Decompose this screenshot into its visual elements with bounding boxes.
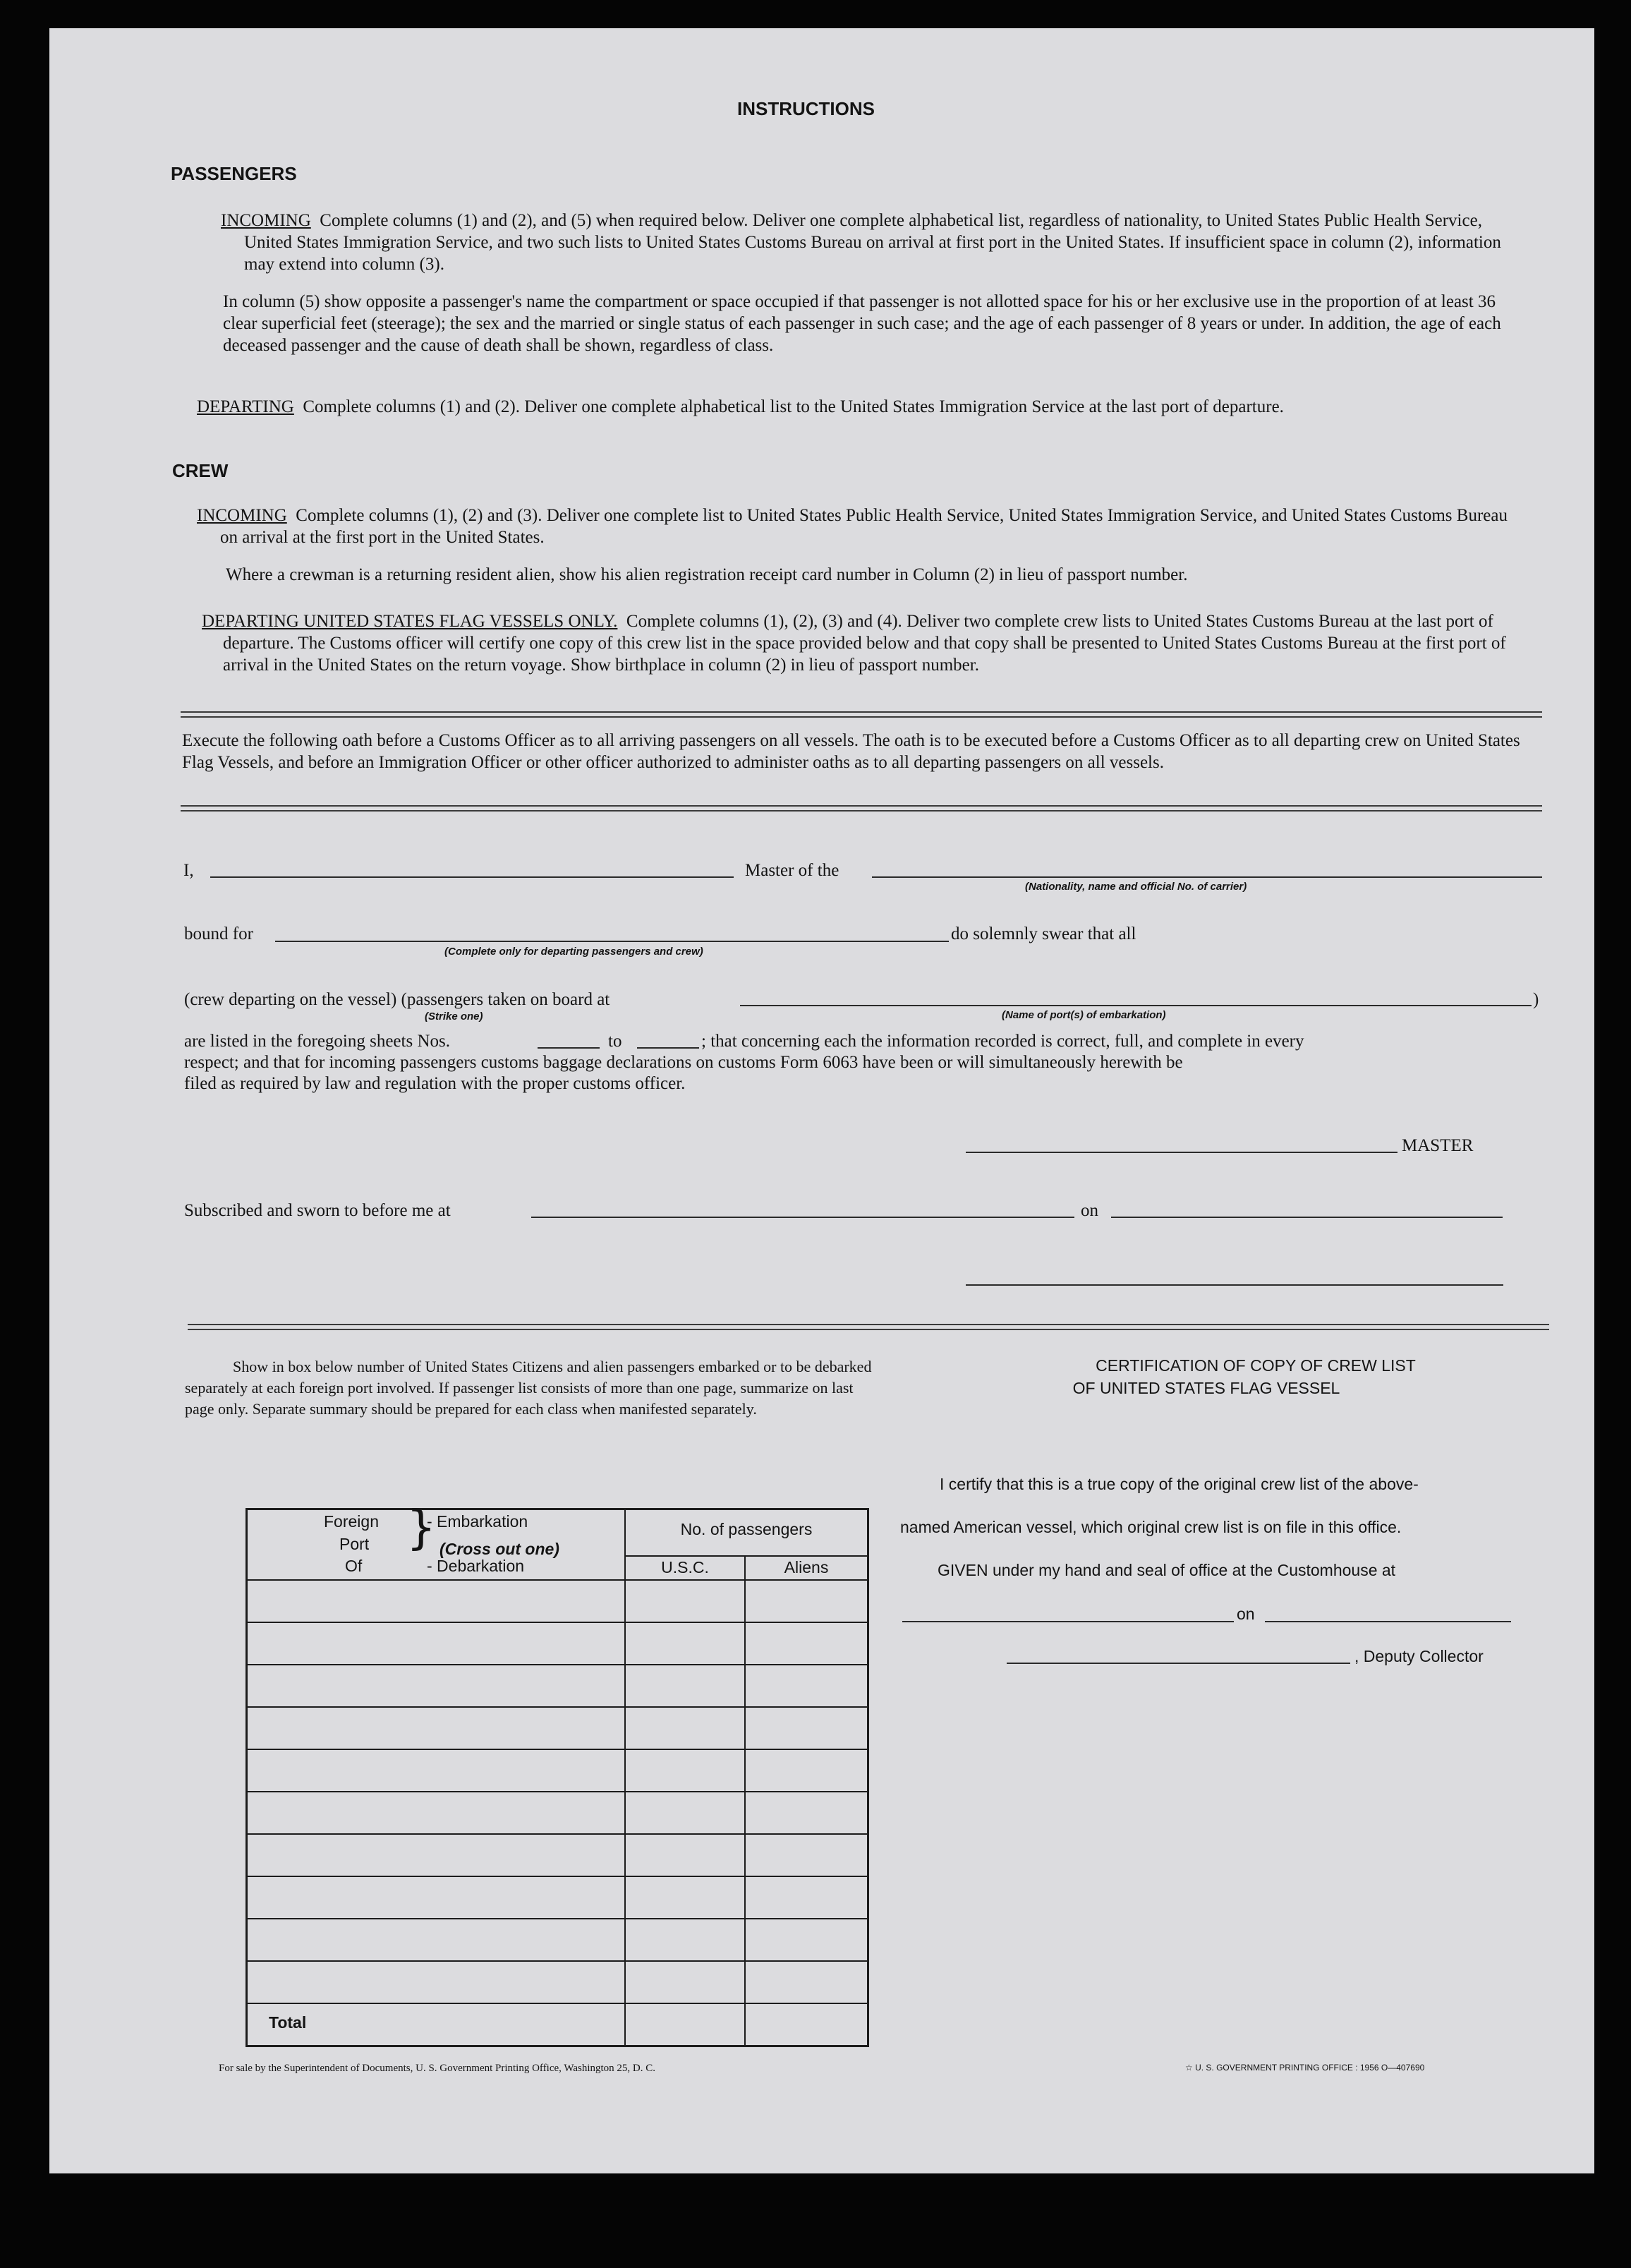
form-page <box>49 28 1594 2173</box>
passenger-summary-table <box>245 1500 869 2047</box>
section-divider <box>181 711 1542 718</box>
debarkation-label: - Debarkation <box>427 1557 525 1575</box>
total-label: Total <box>269 2013 307 2032</box>
passengers-incoming-label: INCOMING <box>221 211 311 230</box>
table-row-line <box>248 1791 867 1792</box>
crew-departing-paragraph <box>202 610 1522 676</box>
strike-one-hint: (Strike one) <box>425 1011 483 1023</box>
passengers-heading: PASSENGERS <box>171 163 297 184</box>
sworn-place-field[interactable] <box>531 1217 1074 1218</box>
customhouse-place-field[interactable] <box>902 1621 1234 1622</box>
crew-incoming-label: INCOMING <box>197 506 287 525</box>
sworn-date-field[interactable] <box>1111 1217 1503 1218</box>
footer-sale-note: For sale by the Superintendent of Documents, U. S. Government Printing Office, Washington 25, D. C. <box>219 2063 655 2074</box>
port-label: Port <box>339 1535 370 1553</box>
sheet-from-field[interactable] <box>538 1047 600 1049</box>
aliens-header: Aliens <box>784 1558 829 1576</box>
crew-departing-label: DEPARTING UNITED STATES FLAG VESSELS ONLY. <box>202 612 618 631</box>
master-name-field[interactable] <box>210 876 734 878</box>
complete-only-hint: (Complete only for departing passengers and crew) <box>444 946 703 958</box>
table-row-line <box>248 1876 867 1877</box>
filed-text: filed as required by law and regulation with the proper customs officer. <box>184 1074 686 1093</box>
crew-departing-text: Complete columns (1), (2), (3) and (4). Deliver two complete crew lists to United States Customs Bureau at the last port of departure. The Customs officer will certify one copy of this crew list in the space provided below and that copy shall be presented to United States Customs Bureau at the first port of arrival in the United States on the return voyage. Show birthplace in column (2) in lieu of passport number. <box>223 612 1506 675</box>
crew-heading: CREW <box>172 460 229 481</box>
sworn-on-label: on <box>1081 1201 1098 1220</box>
embarkation-label: - Embarkation <box>427 1512 528 1531</box>
respect-text: respect; and that for incoming passengers customs baggage declarations on customs Form 6063 have been or will simultaneously herewith be <box>184 1053 1183 1072</box>
nationality-hint: (Nationality, name and official No. of carrier) <box>1025 881 1247 893</box>
foreign-label: Foreign <box>324 1512 379 1531</box>
usc-header: U.S.C. <box>661 1558 709 1576</box>
master-of-label: Master of the <box>745 861 839 880</box>
oath-instructions: Execute the following oath before a Customs Officer as to all arriving passengers on all vessels. The oath is to be executed before a Customs Officer as to all departing crew on United States Flag Vessels, and before an Immigration Officer or other officer authorized to administer oaths as to all departing passengers on all vessels. <box>182 731 1520 772</box>
listed-rest-text: ; that concerning each the information recorded is correct, full, and complete in every <box>701 1032 1304 1051</box>
oath-i-label: I, <box>183 861 194 880</box>
crew-incoming-text: Complete columns (1), (2) and (3). Deliver one complete list to United States Public Health Service, United States Immigration Service, and United States Customs Bureau on arrival at the first port in the United States. <box>220 506 1508 547</box>
table-row-line <box>248 1960 867 1962</box>
deputy-collector-label: , Deputy Collector <box>1354 1647 1484 1665</box>
certification-on-label: on <box>1237 1605 1255 1623</box>
of-label: Of <box>345 1557 363 1575</box>
cross-out-hint: (Cross out one) <box>439 1540 559 1558</box>
crew-departing-label: (crew departing on the vessel) (passengers taken on board at <box>184 990 610 1009</box>
listed-sheets-label: are listed in the foregoing sheets Nos. <box>184 1032 450 1051</box>
swear-label: do solemnly swear that all <box>951 924 1136 943</box>
table-row-line <box>248 2003 867 2004</box>
carrier-field[interactable] <box>872 876 1542 878</box>
summary-intro: Show in box below number of United States Citizens and alien passengers embarked or to be debarked separately at each foreign port involved. If passenger list consists of more than one page, summarize on last page only. Separate summary should be prepared for each class when manifested separately. <box>185 1358 872 1418</box>
officer-signature-field[interactable] <box>966 1284 1503 1286</box>
close-paren: ) <box>1533 990 1539 1009</box>
master-signature-field[interactable] <box>966 1152 1397 1153</box>
bound-for-label: bound for <box>184 924 253 943</box>
passengers-incoming-text: Complete columns (1) and (2), and (5) when required below. Deliver one complete alphabetical list, regardless of nationality, to United States Public Health Service, United States Immigration Service, and two such lists to United States Customs Bureau on arrival at first port in the United States. If insufficient space in column (2), information may extend into column (3). <box>244 211 1501 274</box>
brace-icon: } <box>406 1500 436 1555</box>
table-row-line <box>248 1622 867 1623</box>
table-row-line <box>248 1833 867 1835</box>
certification-heading-line2: OF UNITED STATES FLAG VESSEL <box>1072 1379 1340 1397</box>
table-row-line <box>248 1918 867 1919</box>
table-column-divider <box>744 1555 746 2045</box>
certification-date-field[interactable] <box>1265 1621 1511 1622</box>
footer-printing-office: ☆ U. S. GOVERNMENT PRINTING OFFICE : 1956 O—407690 <box>1185 2063 1425 2073</box>
bound-for-field[interactable] <box>275 941 949 942</box>
given-line: GIVEN under my hand and seal of office at the Customhouse at <box>938 1561 1396 1579</box>
table-header-bottom <box>248 1579 867 1581</box>
certify-line1: I certify that this is a true copy of the original crew list of the above- <box>940 1475 1419 1493</box>
section-divider <box>188 1324 1549 1330</box>
crew-incoming-paragraph <box>197 505 1522 548</box>
embarkation-port-field[interactable] <box>740 1005 1532 1006</box>
table-row-line <box>248 1706 867 1708</box>
passengers-departing-label: DEPARTING <box>197 397 294 416</box>
table-column-divider <box>624 1510 626 2045</box>
table-row-line <box>248 1749 867 1750</box>
page-title: INSTRUCTIONS <box>737 98 875 119</box>
no-passengers-header: No. of passengers <box>680 1520 813 1538</box>
port-of-embarkation-hint: (Name of port(s) of embarkation) <box>1002 1009 1166 1021</box>
master-label: MASTER <box>1402 1136 1474 1155</box>
section-divider <box>181 805 1542 812</box>
subscribed-label: Subscribed and sworn to before me at <box>184 1201 451 1220</box>
to-label: to <box>608 1032 622 1051</box>
certification-heading-line1: CERTIFICATION OF COPY OF CREW LIST <box>1096 1356 1416 1375</box>
deputy-signature-field[interactable] <box>1007 1663 1350 1664</box>
passengers-incoming-paragraph <box>221 210 1522 275</box>
crew-resident-alien-text: Where a crewman is a returning resident alien, show his alien registration receipt card number in Column (2) in lieu of passport number. <box>226 565 1188 584</box>
passengers-departing-paragraph <box>197 396 1522 418</box>
table-header-divider <box>624 1555 867 1557</box>
table-row-line <box>248 1664 867 1665</box>
passengers-departing-text: Complete columns (1) and (2). Deliver one complete alphabetical list to the United States Immigration Service at the last port of departure. <box>303 397 1284 416</box>
passengers-column5-paragraph: In column (5) show opposite a passenger's name the compartment or space occupied if that passenger is not allotted space for his or her exclusive use in the proportion of at least 36 clear superficial feet (steerage); the sex and the married or single status of each passenger in such case; and the age of each passenger of 8 years or under. In addition, the age of each deceased passenger and the cause of death shall be shown, regardless of class. <box>223 292 1501 355</box>
sheet-to-field[interactable] <box>637 1047 699 1049</box>
certify-line2: named American vessel, which original crew list is on file in this office. <box>900 1518 1402 1536</box>
